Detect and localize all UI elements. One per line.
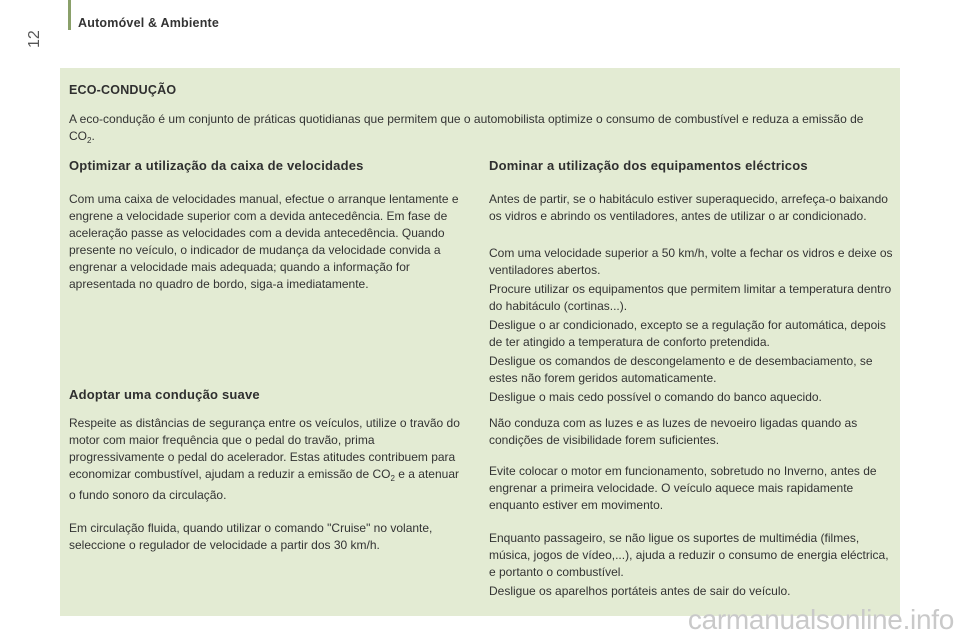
electric-paragraph: Enquanto passageiro, se não ligue os suportes de multimédia (filmes, música, jogos de vídeo,...), ajuda a reduzir o consumo de energia eléctrica, e portanto o combustível. — [489, 531, 889, 579]
electric-section-title: Dominar a utilização dos equipamentos eléctricos — [489, 158, 808, 173]
header-accent-bar — [68, 0, 71, 30]
electric-paragraph: Procure utilizar os equipamentos que permitem limitar a temperatura dentro do habitáculo (cortinas...). — [489, 282, 892, 313]
smooth-driving-paragraph-2: Em circulação fluida, quando utilizar o comando "Cruise" no volante, seleccione o regulador de velocidade a partir dos 30 km/h. — [69, 521, 433, 552]
electric-paragraph: Evite colocar o motor em funcionamento, sobretudo no Inverno, antes de engrenar a primeira velocidade. O veículo aquece mais rapidamente enquanto estiver em movimento. — [489, 464, 877, 512]
chapter-title: Automóvel & Ambiente — [78, 16, 220, 30]
watermark: carmanualsonline.info — [687, 604, 954, 635]
page-number: 12 — [26, 30, 43, 48]
smooth-driving-paragraph-1: Respeite as distâncias de segurança entre os veículos, utilize o travão do motor com maior frequência que o pedal do travão, prima progressivamente o pedal do acelerador. Estas atitudes contribuem para economizar combustível, ajudam a reduzir a emissão de $CO_2$ e a atenuar o fundo sonoro da circulação. — [69, 416, 460, 502]
electric-paragraph: Desligue os comandos de descongelamento e de desembaciamento, se estes não forem geridos automaticamente. — [489, 354, 873, 385]
electric-paragraph: Com uma velocidade superior a 50 km/h, volte a fechar os vidros e deixe os ventiladores abertos. — [489, 246, 893, 277]
gearbox-section-title: Optimizar a utilização da caixa de velocidades — [69, 158, 364, 173]
electric-paragraph: Desligue o mais cedo possível o comando do banco aquecido. — [489, 390, 822, 404]
eco-driving-intro: A eco-condução é um conjunto de práticas quotidianas que permitem que o automobilista optimize o consumo de combustível e reduza a emissão de $CO_2$. — [69, 112, 864, 145]
electric-paragraph: Não conduza com as luzes e as luzes de nevoeiro ligadas quando as condições de visibilidade forem suficientes. — [489, 416, 858, 447]
electric-paragraph: Antes de partir, se o habitáculo estiver superaquecido, arrefeça-o baixando os vidros e abrindo os ventiladores, antes de utilizar o ar condicionado. — [489, 192, 888, 223]
smooth-driving-title: Adoptar uma condução suave — [69, 387, 260, 402]
electric-paragraph: Desligue o ar condicionado, excepto se a regulação for automática, depois de ter atingido a temperatura de conforto pretendida. — [489, 318, 886, 349]
eco-driving-title: ECO-CONDUÇÃO — [69, 83, 177, 97]
electric-paragraph: Desligue os aparelhos portáteis antes de sair do veículo. — [489, 584, 791, 598]
gearbox-paragraph: Com uma caixa de velocidades manual, efectue o arranque lentamente e engrene a velocidade superior com a devida antecedência. Em fase de aceleração passe as velocidades com a devida antecedência. Quando presente no veículo, o indicador de mudança da velocidade convida a engrenar a velocidade mais adequada; quando a informação for apresentada no quadro de bordo, siga-a imediatamente. — [69, 192, 459, 291]
